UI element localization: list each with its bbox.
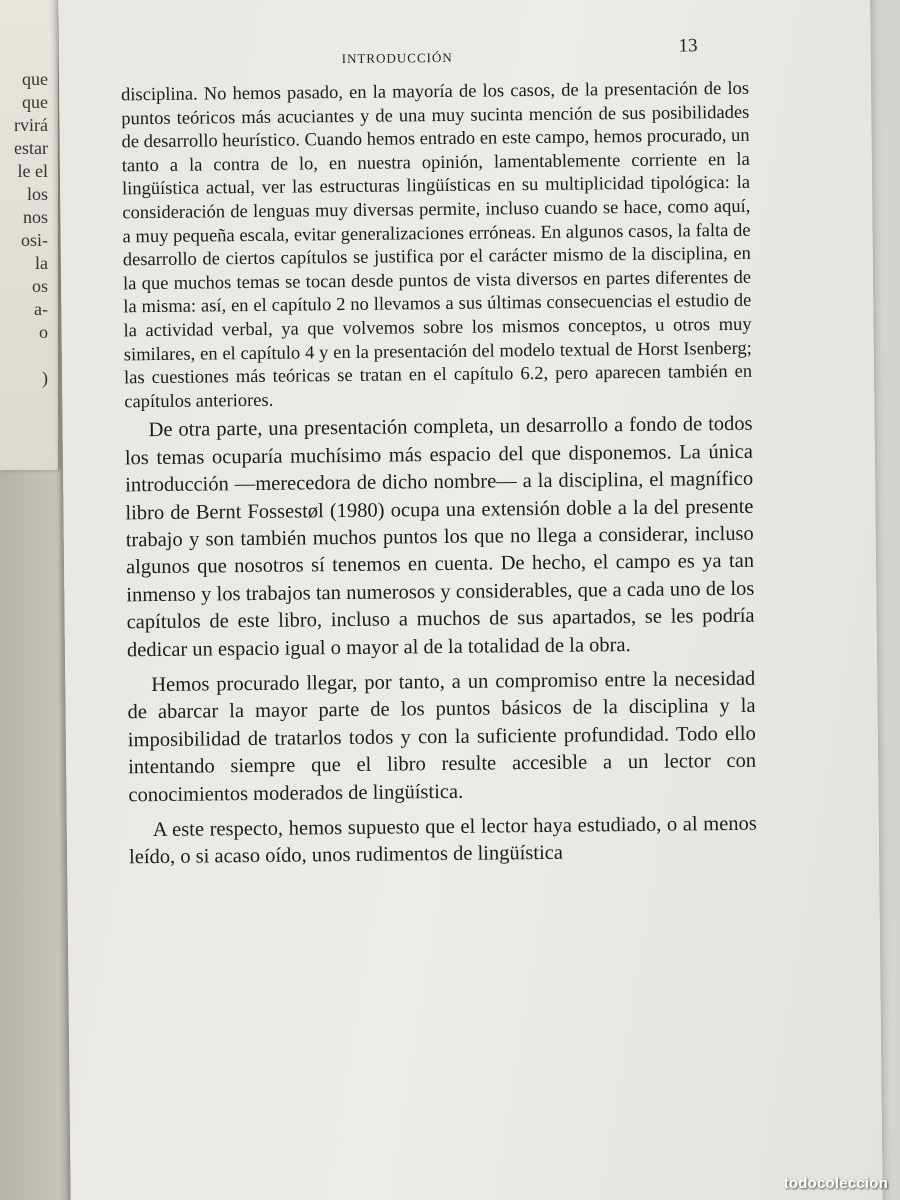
left-page-gutter <box>0 470 60 1200</box>
left-fragment: osi- <box>21 230 48 250</box>
left-fragment: que <box>22 69 48 89</box>
left-fragment: nos <box>22 207 48 227</box>
left-fragment: que <box>22 92 48 112</box>
left-fragment: le el <box>17 161 48 181</box>
book-page <box>58 0 883 1200</box>
paragraph-1: disciplina. No hemos pasado, en la mayoría de los casos, de la presentación de los puntos teóricos más acuciantes y de una muy sucinta mención de sus posibilidades de desarrollo heurístico. Cuando hemos entrado en este campo, hemos procurado, un tanto a la contra de lo, en nuestra opinión, lamentablemente corriente en la lingüística actual, ver las estructuras lingüísticas en su multiplicidad tipológica: la consideración de lenguas muy diversas permite, incluso cuando se hace, como aquí, a muy pequeña escala, evitar generalizaciones erróneas. En algunos casos, la falta de desarrollo de ciertos capítulos se justifica por el carácter mismo de la disciplina, en la que muchos temas se tocan desde puntos de vista diversos en partes diferentes de la misma: así, en el capítulo 2 no llevamos a sus últimas consecuencias el estudio de la actividad verbal, ya que volvemos sobre los mismos conceptos, u otros muy similares, en el capítulo 4 y en la presentación del modelo textual de Horst Isenberg; las cuestiones más teóricas se tratan en el capítulo 6.2, pero aparecen también en capítulos anteriores. <box>121 78 753 413</box>
left-fragment: ) <box>42 368 48 388</box>
page-number: 13 <box>678 35 698 57</box>
left-fragment: os <box>31 276 48 296</box>
left-fragment: a- <box>34 299 48 319</box>
paragraph-4: A este respecto, hemos supuesto que el lector haya estudiado, o al menos leído, o si acaso oído, unos rudimentos de lingüística <box>128 812 757 869</box>
left-fragment: estar <box>14 138 48 158</box>
paragraph-2: De otra parte, una presentación completa, un desarrollo a fondo de todos los temas ocuparía muchísimo más espacio del que disponemos. La única introducción —merecedora de dicho nombre— a la disciplina, el magnífico libro de Bernt Fossestøl (1980) ocupa una extensión doble a la del presente trabajo y son también muchos puntos los que no llega a considerar, incluso algunos que nosotros sí tenemos en cuenta. De hecho, el campo es ya tan inmenso y los trabajos tan numerosos y considerables, que a cada uno de los capítulos de este libro, incluso a muchos de sus apartados, se les podría dedicar un espacio igual o mayor al de la totalidad de la obra. <box>124 413 755 661</box>
watermark-logo: todocoleccion <box>783 1175 888 1192</box>
paragraph-3: Hemos procurado llegar, por tanto, a un compromiso entre la necesidad de abarcar la mayor parte de los puntos básicos de la disciplina y la imposibilidad de tratarlos todos y con la suficiente profundidad. Todo ello intentando siempre que el libro resulte accesible a un lector con conocimientos moderados de lingüística. <box>127 667 757 806</box>
left-fragment: los <box>26 184 48 204</box>
left-fragment: la <box>35 253 48 273</box>
left-facing-page <box>0 0 58 470</box>
left-page-text-fragments <box>0 68 48 390</box>
left-fragment: rvirá <box>14 115 48 135</box>
running-head: INTRODUCCIÓN <box>341 49 453 67</box>
left-fragment: o <box>39 322 48 342</box>
page-body <box>121 78 757 872</box>
left-fragment <box>0 344 48 367</box>
